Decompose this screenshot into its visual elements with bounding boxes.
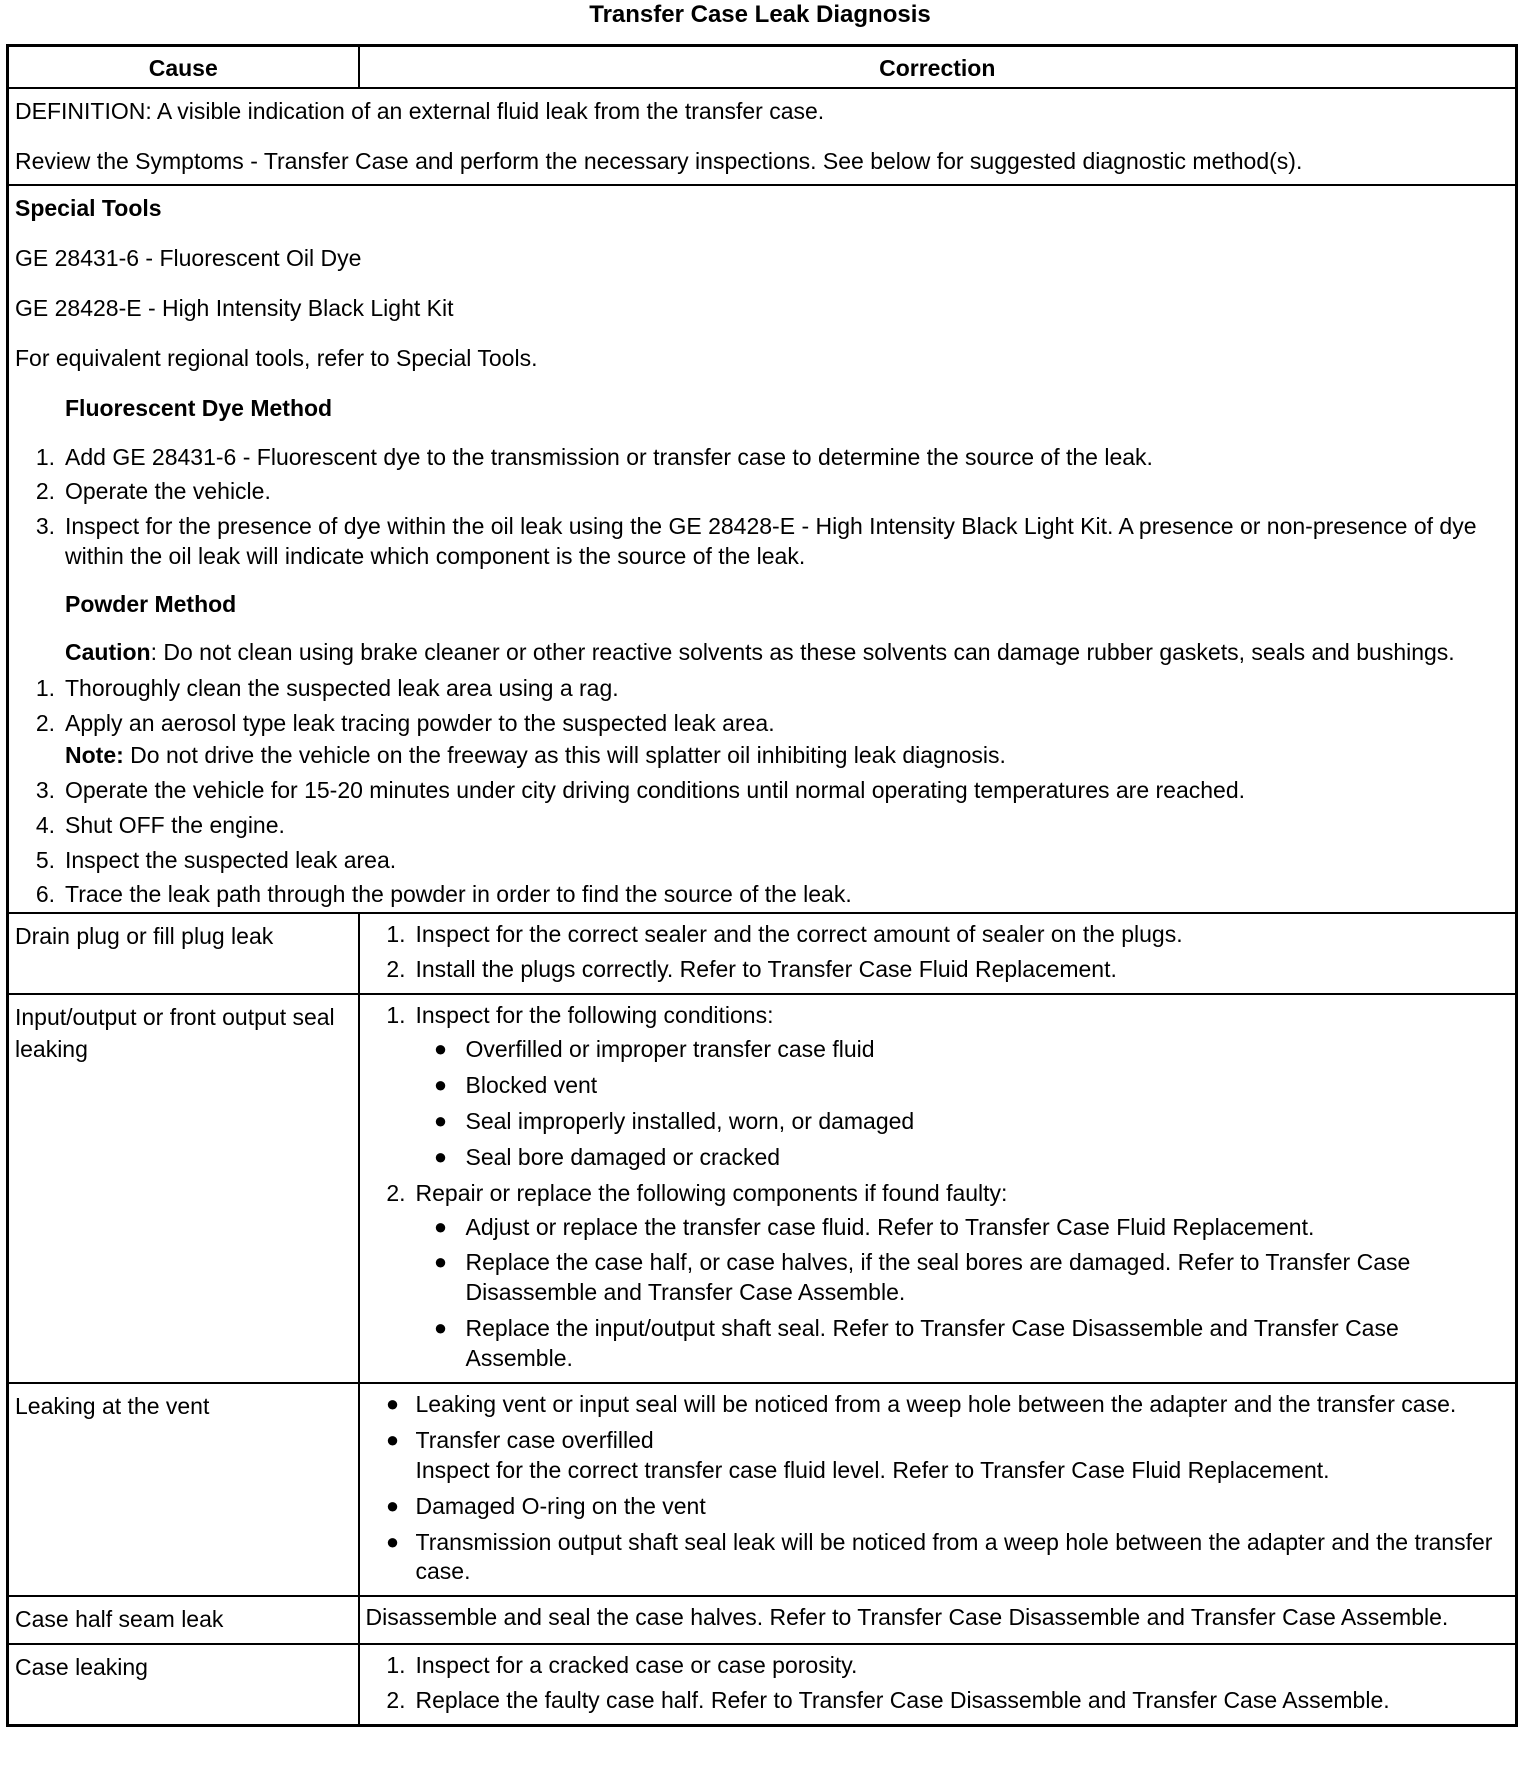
list-item (366, 1651, 1510, 1681)
list-item (15, 880, 1509, 910)
step-text: Inspect for the presence of dye within the oil leak using the GE 28428-E - High Intensity Black Light Kit. A presence or non-presence of dye within the oil leak will indicate which component is the source of the leak. (65, 513, 1477, 570)
step-text: Operate the vehicle for 15-20 minutes under city driving conditions until normal operating temperatures are reached. (65, 776, 1246, 803)
step-text: Add GE 28431-6 - Fluorescent dye to the transmission or transfer case to determine the source of the leak. (65, 443, 1153, 470)
cause-drain-plug: Drain plug or fill plug leak (8, 913, 359, 994)
step-text: Install the plugs correctly. Refer to Transfer Case Fluid Replacement. (415, 956, 1117, 983)
correction-vent-leak (359, 1383, 1517, 1596)
table-header-row (8, 46, 1517, 89)
correction-seam-leak: Disassemble and seal the case halves. Refer to Transfer Case Disassemble and Transfer Case Assemble. (359, 1596, 1517, 1644)
bullet-text: Seal bore damaged or cracked (465, 1143, 781, 1170)
special-tool-item: GE 28431-6 - Fluorescent Oil Dye (15, 244, 362, 271)
repair-bullets (366, 1213, 1510, 1374)
cause-case-leaking: Case leaking (8, 1644, 359, 1725)
correction-case-leaking (359, 1644, 1517, 1725)
step-text: Replace the faulty case half. Refer to Transfer Case Disassemble and Transfer Case Assemble. (415, 1687, 1390, 1714)
list-item (416, 1035, 1510, 1065)
bullet-icon: ● (433, 1107, 448, 1133)
cause-seal-leaking: Input/output or front output seal leaking (8, 994, 359, 1383)
bullet-icon: ● (385, 1528, 400, 1554)
list-item (366, 1179, 1510, 1209)
vent-bullets (366, 1390, 1510, 1587)
step-number: 2. (386, 956, 406, 983)
correction-steps (366, 1179, 1510, 1209)
cause-vent-leak: Leaking at the vent (8, 1383, 359, 1596)
step-number: 6. (35, 881, 55, 908)
step-text: Inspect for a cracked case or case porosity. (415, 1652, 858, 1679)
caution-text: : Do not clean using brake cleaner or other reactive solvents as these solvents can damage rubber gaskets, seals and bushings. (150, 639, 1455, 666)
bullet-icon: ● (433, 1143, 448, 1169)
bullet-icon: ● (385, 1492, 400, 1518)
special-tool-item: GE 28428-E - High Intensity Black Light Kit (15, 294, 454, 321)
step-text: Trace the leak path through the powder in order to find the source of the leak. (65, 881, 852, 908)
powder-method-steps (15, 674, 1509, 910)
caution-note (15, 638, 1509, 668)
bullet-text: Overfilled or improper transfer case fluid (465, 1036, 875, 1063)
note-text: Do not drive the vehicle on the freeway as this will splatter oil inhibiting leak diagnosis. (123, 741, 1006, 768)
list-item (15, 709, 1509, 771)
bullet-icon: ● (433, 1213, 448, 1239)
bullet-icon: ● (433, 1249, 448, 1275)
step-text: Repair or replace the following components if found faulty: (415, 1179, 1008, 1206)
cause-seam-leak: Case half seam leak (8, 1596, 359, 1644)
bullet-text: Transmission output shaft seal leak will be noticed from a weep hole between the adapter and the transfer case. (415, 1528, 1493, 1585)
bullet-text: Replace the input/output shaft seal. Refer to Transfer Case Disassemble and Transfer Case Assemble. (465, 1315, 1399, 1372)
step-number: 1. (35, 675, 55, 702)
table-row (8, 1644, 1517, 1725)
correction-seal-leaking (359, 994, 1517, 1383)
step-number: 3. (35, 513, 55, 540)
list-item (366, 1528, 1510, 1588)
caution-label: Caution (65, 639, 151, 666)
step-number: 2. (35, 478, 55, 505)
list-item (15, 776, 1509, 806)
condition-bullets (366, 1035, 1510, 1173)
table-row (8, 1383, 1517, 1596)
bullet-icon: ● (385, 1426, 400, 1452)
step-number: 1. (386, 921, 406, 948)
definition-row (8, 88, 1517, 184)
step-text: Operate the vehicle. (65, 478, 271, 505)
step-number: 1. (386, 1652, 406, 1679)
correction-steps (366, 920, 1510, 985)
note (65, 741, 1509, 771)
step-number: 2. (35, 710, 55, 737)
list-item (366, 1492, 1510, 1522)
step-text: Apply an aerosol type leak tracing powder to the suspected leak area. (65, 710, 775, 737)
list-item (366, 920, 1510, 950)
list-item (15, 846, 1509, 876)
methods-row (8, 185, 1517, 914)
bullet-icon: ● (433, 1071, 448, 1097)
special-tools-heading: Special Tools (15, 194, 162, 221)
correction-drain-plug (359, 913, 1517, 994)
list-item (366, 955, 1510, 985)
bullet-text: Damaged O-ring on the vent (415, 1492, 706, 1519)
list-item (416, 1143, 1510, 1173)
page-title: Transfer Case Leak Diagnosis (589, 1, 931, 28)
step-text: Inspect the suspected leak area. (65, 846, 397, 873)
column-header-cause: Cause (8, 46, 359, 89)
diagnosis-table (6, 44, 1518, 1727)
bullet-text: Replace the case half, or case halves, if the seal bores are damaged. Refer to Transfer Case Disassemble and Transfer Case Assemble. (465, 1249, 1411, 1306)
step-number: 3. (35, 776, 55, 803)
list-item (15, 477, 1509, 507)
correction-steps (366, 1651, 1510, 1716)
table-row (8, 1596, 1517, 1644)
list-item (416, 1248, 1510, 1308)
step-number: 5. (35, 846, 55, 873)
list-item (416, 1071, 1510, 1101)
step-text: Inspect for the following conditions: (415, 1002, 774, 1029)
list-item (366, 1426, 1510, 1486)
bullet-text: Leaking vent or input seal will be noticed from a weep hole between the adapter and the transfer case. (415, 1390, 1457, 1417)
list-item (416, 1107, 1510, 1137)
step-text: Shut OFF the engine. (65, 811, 285, 838)
list-item (366, 1001, 1510, 1031)
dye-method-heading: Fluorescent Dye Method (65, 395, 333, 422)
bullet-text: Transfer case overfilled (415, 1426, 654, 1453)
list-item (15, 674, 1509, 704)
bullet-icon: ● (385, 1390, 400, 1416)
correction-steps (366, 1001, 1510, 1031)
special-tools-reference: For equivalent regional tools, refer to Special Tools. (15, 345, 538, 372)
list-item (416, 1314, 1510, 1374)
bullet-text: Blocked vent (465, 1071, 598, 1098)
step-text: Thoroughly clean the suspected leak area using a rag. (65, 675, 619, 702)
list-item (15, 811, 1509, 841)
step-text: Inspect for the correct sealer and the correct amount of sealer on the plugs. (415, 921, 1183, 948)
powder-method-heading: Powder Method (65, 591, 237, 618)
bullet-text: Adjust or replace the transfer case fluid. Refer to Transfer Case Fluid Replacement. (465, 1213, 1315, 1240)
step-number: 2. (386, 1179, 406, 1206)
bullet-icon: ● (433, 1315, 448, 1341)
list-item (416, 1213, 1510, 1243)
bullet-text: Seal improperly installed, worn, or damaged (465, 1107, 915, 1134)
bullet-icon: ● (433, 1036, 448, 1062)
dye-method-steps (15, 443, 1509, 573)
table-row (8, 994, 1517, 1383)
review-text: Review the Symptoms - Transfer Case and perform the necessary inspections. See below for suggested diagnostic method(s). (15, 148, 1303, 175)
bullet-subtext: Inspect for the correct transfer case fluid level. Refer to Transfer Case Fluid Replacement. (415, 1456, 1330, 1483)
list-item (15, 443, 1509, 473)
column-header-correction: Correction (359, 46, 1517, 89)
step-number: 2. (386, 1687, 406, 1714)
note-label: Note: (65, 741, 124, 768)
step-number: 1. (35, 443, 55, 470)
list-item (366, 1390, 1510, 1420)
step-number: 4. (35, 811, 55, 838)
list-item (366, 1686, 1510, 1716)
step-number: 1. (386, 1002, 406, 1029)
table-row (8, 913, 1517, 994)
list-item (15, 512, 1509, 572)
definition-text: DEFINITION: A visible indication of an external fluid leak from the transfer case. (15, 98, 825, 125)
